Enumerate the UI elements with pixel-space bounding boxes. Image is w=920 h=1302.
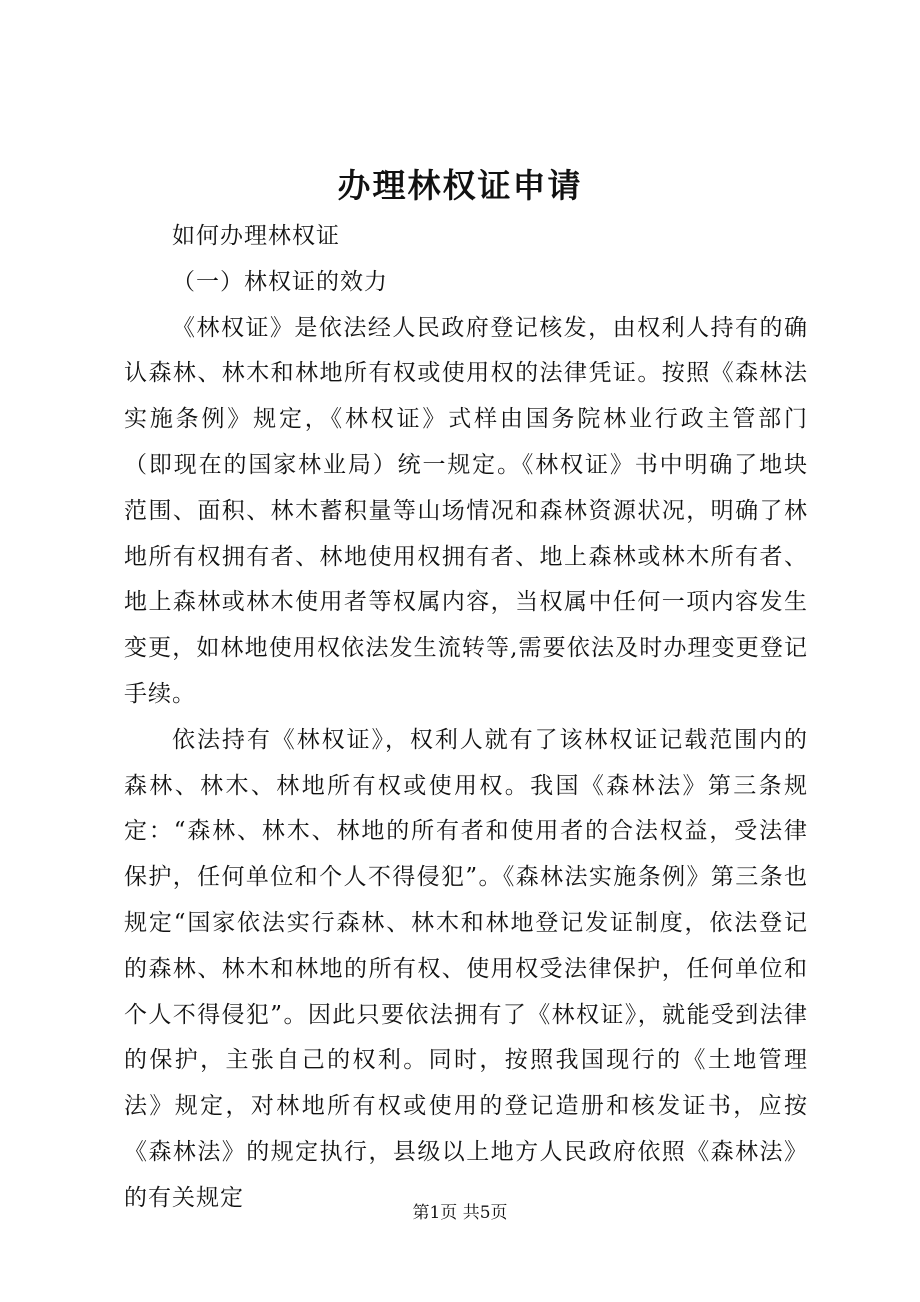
document-title: 办理林权证申请 (337, 166, 583, 205)
page-number-footer: 第1页 共5页 (412, 1203, 508, 1223)
paragraph-certificate-effect: 《林权证》是依法经人民政府登记核发，由权利人持有的确认森林、林木和林地所有权或使用权的法律凭证。按照《森林法实施条例》规定，《林权证》式样由国务院林业行政主管部门（即现在的国家林业局）统一规定。《林权证》书中明确了地块范围、面积、林木蓄积量等山场情况和森林资源状况，明确了林地所有权拥有者、林地使用权拥有者、地上森林或林木所有者、地上森林或林木使用者等权属内容，当权属中任何一项内容发生变更，如林地使用权依法发生流转等,需要依法及时办理变更登记手续。 (124, 314, 808, 707)
paragraph-legal-protection: 依法持有《林权证》，权利人就有了该林权证记载范围内的森林、林木、林地所有权或使用权。我国《森林法》第三条规定：“森林、林木、林地的所有者和使用者的合法权益，受法律保护，任何单位和个人不得侵犯”。《森林法实施条例》第三条也规定“国家依法实行森林、林木和林地登记发证制度，依法登记的森林、林木和林地的所有权、使用权受法律保护，任何单位和个人不得侵犯”。因此只要依法拥有了《林权证》，就能受到法律的保护，主张自己的权利。同时，按照我国现行的《土地管理法》规定，对林地所有权或使用的登记造册和核发证书，应按《森林法》的规定执行，县级以上地方人民政府依照《森林法》的有关规定 (124, 726, 808, 1211)
paragraph-section-heading: （一）林权证的效力 (172, 268, 388, 295)
document-body (124, 214, 808, 1222)
paragraph-subheading: 如何办理林权证 (172, 223, 340, 249)
